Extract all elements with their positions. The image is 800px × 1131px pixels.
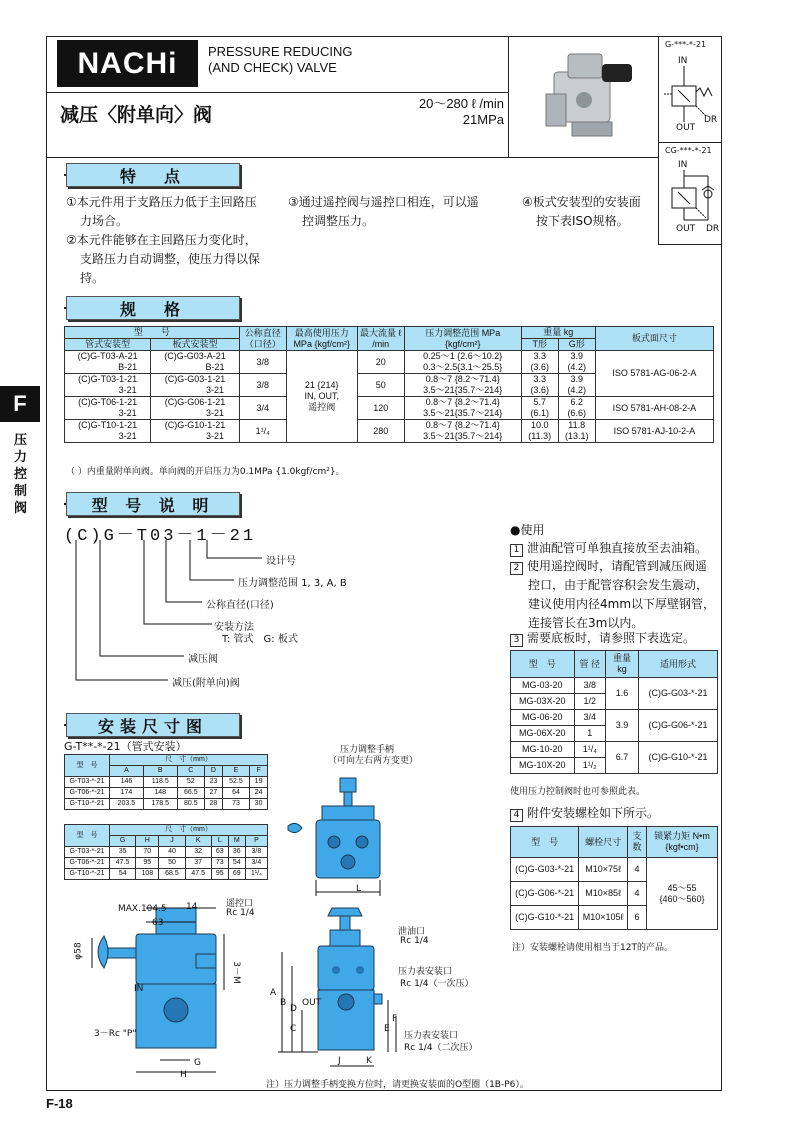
cell: 66.5	[177, 788, 204, 799]
table-row	[65, 777, 268, 788]
cell: (13.1)	[564, 431, 589, 441]
model-label-size: 公称直径(口径)	[206, 600, 274, 611]
feature-3-line1: 通过遥控阀与遥控口相连，可以遥	[298, 195, 479, 209]
usage-1-line: 泄油配管可单独直接放至去油箱。	[527, 541, 708, 555]
label-h: H	[180, 1070, 187, 1080]
cell: 3.9	[606, 710, 639, 742]
header-divider	[46, 92, 508, 93]
cell: 3-21	[206, 431, 225, 441]
usage-2-num: 2	[510, 562, 523, 575]
spec-row	[65, 420, 714, 443]
usage-2-line1: 使用遥控阀时，请配管到减压阀遥	[527, 559, 708, 573]
cell: 68.5	[159, 869, 185, 880]
label-phi58: φ58	[73, 942, 84, 960]
usage-3-line: 需要底板时，请参照下表选定。	[527, 631, 696, 645]
cell: 54	[228, 858, 245, 869]
symbol1-diagram	[662, 66, 720, 122]
symbol1-model: G-***-*-21	[665, 40, 707, 49]
spec-h-plate: 板式安装型	[151, 339, 239, 351]
table-row	[511, 678, 718, 694]
spec-maxp-1: 21 {214}	[304, 380, 339, 390]
label-gauge1: 压力表安装口	[398, 967, 453, 977]
cell: 3/4	[574, 710, 605, 726]
bolt-h-model: 型 号	[511, 827, 579, 858]
cell: MG-06X-20	[511, 726, 575, 742]
symbol-bottom	[658, 244, 722, 245]
cell: G-T03-*-21	[65, 847, 110, 858]
cell: 0.8～7 {8.2～71.4}	[425, 397, 500, 407]
cell: B	[143, 766, 177, 777]
table-row	[65, 788, 268, 799]
usage-4-line: 附件安装螺栓如下所示。	[527, 806, 660, 820]
label-c: C	[290, 1024, 297, 1034]
product-photo	[532, 44, 644, 144]
feature-1-num: ①	[66, 195, 77, 209]
spec-h-pipe: 管式安装型	[65, 339, 151, 351]
cell: 70	[136, 847, 159, 858]
cell: 6.7	[606, 742, 639, 774]
cell: 64	[222, 788, 249, 799]
spec-note: （ ）内重量附单向阀。单向阀的开启压力为0.1MPa {1.0kgf/cm²}。	[66, 467, 345, 477]
model-title: 型 号 说 明	[66, 492, 240, 516]
feature-2-line1: 本元件能够在主回路压力变化时，	[76, 233, 257, 247]
pressure-rating: 21MPa	[462, 112, 504, 127]
usage-4	[510, 804, 659, 823]
cell: 1.6	[606, 678, 639, 710]
cell: B-21	[205, 362, 225, 372]
label-out: OUT	[302, 998, 322, 1008]
label-gauge1-rc: Rc 1/4（一次压）	[400, 979, 474, 989]
cell: MG-06-20	[511, 710, 575, 726]
label-k: K	[366, 1056, 372, 1066]
cell: 80.5	[177, 799, 204, 810]
sub-h-type: 适用形式	[639, 651, 718, 678]
title-spec	[380, 96, 504, 128]
sub-h-dia: 管 径	[574, 651, 605, 678]
spec-h-weight: 重量 kg	[521, 327, 595, 339]
cell: 1¹/₂	[574, 758, 605, 774]
cell: 3/4	[245, 858, 267, 869]
cell: 63	[211, 847, 228, 858]
cell: 120	[357, 397, 404, 420]
feature-3-num: ③	[288, 195, 299, 209]
bolt-h-qty: 支数	[628, 827, 647, 858]
cell: 4	[628, 882, 647, 906]
feature-2-line3: 持。	[80, 271, 105, 285]
spec-row	[65, 397, 714, 420]
usage-2-line3: 建议使用内径4mm以下厚壁钢管，	[528, 597, 716, 611]
label-rcp: 3－Rc "P"	[94, 1029, 137, 1039]
model-label-mount: 安装方法	[214, 622, 254, 633]
label-handle: 压力调整手柄	[340, 745, 395, 755]
cell: 54	[110, 869, 136, 880]
symbol2-in: IN	[678, 160, 688, 170]
symbol2-dr: DR	[706, 224, 720, 234]
cell: (C)G-G03-A-21	[164, 351, 226, 361]
label-a: A	[270, 988, 277, 998]
cell: 3.9	[570, 351, 583, 361]
feature-3	[288, 193, 508, 231]
cell: M	[228, 836, 245, 847]
cell: (C)G-G06-*-21	[511, 882, 579, 906]
cell: 0.25～1 {2.6～10.2}	[423, 351, 503, 361]
cell: 3/8	[574, 678, 605, 694]
dim1-h-unit: 尺 寸（mm）	[110, 755, 268, 766]
cell: A	[110, 766, 144, 777]
spec-h-flow: 最大流量 ℓ /min	[357, 327, 404, 351]
install-note: 注）压力调整手柄变换方位时，请更换安装面的O型圈（1B-P6）。	[266, 1080, 529, 1090]
label-max: MAX.104.5	[118, 904, 167, 914]
header-vdivider	[508, 36, 509, 157]
cell: (C)G-T06-1-21	[78, 397, 138, 407]
cell: ISO 5781-AH-08-2-A	[595, 397, 713, 420]
cell: 3/8	[239, 374, 286, 397]
label-j: J	[338, 1056, 341, 1066]
dim2-h-unit: 尺 寸（mm）	[110, 825, 268, 836]
dim1-h-model: 型 号	[65, 755, 110, 777]
cell: MG-03-20	[511, 678, 575, 694]
cell: 30	[250, 799, 268, 810]
cell: ISO 5781-AJ-10-2-A	[595, 420, 713, 443]
symbol1-dr: DR	[704, 115, 718, 125]
sub-h-model: 型 号	[511, 651, 575, 678]
side-tab-letter: F	[0, 386, 40, 422]
cell: 174	[110, 788, 144, 799]
usage-2-line4: 连接管长在3m以内。	[528, 616, 644, 630]
cell: MG-10-20	[511, 742, 575, 758]
usage-2-line2: 控口，由于配管容积会发生震动，	[528, 578, 709, 592]
cell: (C)G-T10-1-21	[78, 420, 138, 430]
label-remote-rc: Rc 1/4	[226, 908, 255, 918]
symbol2-diagram	[662, 170, 720, 226]
feature-4-line2: 按下表ISO规格。	[536, 214, 629, 228]
table-row	[65, 847, 268, 858]
cell: 47.5	[185, 869, 211, 880]
cell: 50	[357, 374, 404, 397]
model-label-check: 减压(附单向)阀	[172, 678, 240, 689]
subplate-table	[510, 650, 718, 774]
side-view	[64, 900, 264, 1080]
label-g: G	[194, 1058, 201, 1068]
label-f: F	[392, 1014, 398, 1024]
cell: 47.5	[110, 858, 136, 869]
cell: (C)G-G10-*-21	[511, 906, 579, 930]
usage-1-num: 1	[510, 544, 523, 557]
cell: (C)G-T03-1-21	[78, 374, 138, 384]
cell: 11.8	[568, 420, 586, 430]
cell: 1¹/₄	[574, 742, 605, 758]
table-row	[65, 869, 268, 880]
flow-rating: 20～280 ℓ /min	[418, 96, 504, 111]
page-number: F-18	[46, 1096, 73, 1111]
subplate-note: 使用压力控制阀时也可参照此表。	[510, 787, 646, 797]
dim-table-1	[64, 754, 268, 810]
spec-title: 规 格	[66, 296, 240, 320]
spec-table	[64, 326, 714, 443]
spec-h-size: 公称直径（口径）	[239, 327, 286, 351]
spec-h-range: 压力调整范围 MPa {kgf/cm²}	[404, 327, 521, 351]
model-leader-lines	[64, 540, 284, 690]
cell: (6.1)	[530, 408, 549, 418]
title-en-line2: (AND CHECK) VALVE	[208, 60, 337, 75]
features-title: 特 点	[66, 163, 240, 187]
usage-4-num: 4	[510, 809, 523, 822]
valve-drawings	[270, 740, 506, 1090]
bolt-table	[510, 826, 718, 930]
cell: 4	[628, 858, 647, 882]
cell: 118.5	[143, 777, 177, 788]
cell: K	[185, 836, 211, 847]
label-drain: 泄油口	[398, 927, 426, 937]
model-code: (C)G－T03－1－21	[64, 527, 257, 546]
torque-1: 45～55	[667, 882, 697, 893]
cell: (C)G-G03-*-21	[639, 678, 718, 710]
cell: 95	[136, 858, 159, 869]
cell: 10.0	[530, 420, 549, 430]
cell: 3.3	[533, 351, 546, 361]
top-view	[288, 778, 380, 896]
cell: F	[250, 766, 268, 777]
cell: 3-21	[118, 408, 137, 418]
spec-h-t: T形	[521, 339, 558, 351]
feature-1-line1: 本元件用于支路压力低于主回路压	[76, 195, 257, 209]
install-subtitle: G-T**-*-21（管式安装）	[64, 740, 187, 753]
cell: 0.3～2.5{3.1～25.5}	[423, 362, 503, 372]
cell: (C)G-G06-*-21	[639, 710, 718, 742]
feature-2	[66, 231, 286, 288]
spec-maxp-3: 遥控阀	[308, 402, 336, 412]
cell: G-T06-*-21	[65, 788, 110, 799]
cell: 35	[110, 847, 136, 858]
feature-4-line1: 板式安装型的安装面	[532, 195, 641, 209]
dim-table-2	[64, 824, 268, 880]
cell: 0.8～7 {8.2～71.4}	[425, 374, 500, 384]
cell: L	[211, 836, 228, 847]
spec-h-model: 型 号	[65, 327, 240, 339]
cell: 3.3	[533, 374, 546, 384]
cell: 3.9	[570, 374, 583, 384]
cell: 19	[250, 777, 268, 788]
label-drain-rc: Rc 1/4	[400, 936, 429, 946]
usage-3	[510, 629, 720, 648]
cell: 3-21	[118, 385, 137, 395]
cell: 27	[205, 788, 223, 799]
cell: 1/2	[574, 694, 605, 710]
label-in: IN	[134, 984, 144, 994]
cell: 3-21	[118, 431, 137, 441]
feature-2-line2: 支路压力自动调整，使压力得以保	[80, 252, 261, 266]
cell: 1¹/₄	[245, 869, 267, 880]
cell: 1	[574, 726, 605, 742]
spec-row	[65, 351, 714, 374]
feature-1	[66, 193, 286, 231]
cell: (4.2)	[567, 362, 586, 372]
cell: 178.5	[143, 799, 177, 810]
feature-4-num: ④	[522, 195, 533, 209]
title-chinese: 减压〈附单向〉阀	[60, 104, 213, 126]
title-english	[208, 44, 352, 76]
cell: 148	[143, 788, 177, 799]
label-63: 63	[152, 918, 164, 928]
side-tab-text: 压力控制阀	[14, 433, 28, 516]
cell: 73	[222, 799, 249, 810]
usage-title: ●使用	[510, 523, 545, 537]
symbol2-model: CG-***-*-21	[665, 146, 712, 155]
symbol-divider	[658, 142, 722, 143]
label-b: B	[280, 998, 287, 1008]
table-row	[511, 710, 718, 726]
cell: 3.5～21{35.7～214}	[423, 431, 503, 441]
symbol2-out: OUT	[676, 224, 696, 234]
cell: (3.6)	[530, 385, 549, 395]
model-label-mount-types: T: 管式 G: 板式	[222, 634, 298, 645]
cell: ISO 5781-AG-06-2-A	[595, 351, 713, 397]
label-remote: 遥控口	[226, 899, 254, 909]
cell: 23	[205, 777, 223, 788]
cell: 146	[110, 777, 144, 788]
cell: 50	[159, 858, 185, 869]
cell: 28	[205, 799, 223, 810]
cell: MG-10X-20	[511, 758, 575, 774]
cell: (C)G-G10-*-21	[639, 742, 718, 774]
cell: 1¹/₄	[239, 420, 286, 443]
title-en-line1: PRESSURE REDUCING	[208, 44, 353, 59]
cell: G-T06-*-21	[65, 858, 110, 869]
cell: 280	[357, 420, 404, 443]
feature-2-num: ②	[66, 233, 77, 247]
label-e: E	[384, 1024, 390, 1034]
cell: 69	[228, 869, 245, 880]
cell: 95	[211, 869, 228, 880]
cell: MG-03X-20	[511, 694, 575, 710]
cell: C	[177, 766, 204, 777]
dim2-h-model: 型 号	[65, 825, 110, 847]
cell: 32	[185, 847, 211, 858]
model-label-reducing: 减压阀	[188, 654, 218, 665]
cell: G-T10-*-21	[65, 869, 110, 880]
torque-2: {460～560}	[659, 893, 705, 904]
cell: D	[205, 766, 223, 777]
cell: 3.5～21{35.7～214}	[423, 408, 503, 418]
cell: 3-21	[206, 408, 225, 418]
sub-h-weight: 重量 kg	[606, 651, 639, 678]
symbol1-in: IN	[678, 56, 688, 66]
cell: B-21	[118, 362, 138, 372]
spec-maxp-2: IN, OUT,	[304, 391, 339, 401]
cell: P	[245, 836, 267, 847]
table-row	[511, 858, 718, 882]
label-gauge2: 压力表安装口	[404, 1031, 459, 1041]
label-d: D	[290, 1004, 297, 1014]
cell: (6.6)	[567, 408, 586, 418]
bolt-note: 注）安装螺栓请使用相当于12T的产品。	[512, 943, 673, 953]
cell: 108	[136, 869, 159, 880]
cell: G-T03-*-21	[65, 777, 110, 788]
cell: 40	[159, 847, 185, 858]
cell: 203.5	[110, 799, 144, 810]
table-row	[65, 799, 268, 810]
label-gauge2-rc: Rc 1/4（二次压）	[404, 1043, 478, 1053]
cell: 24	[250, 788, 268, 799]
usage-3-num: 3	[510, 634, 523, 647]
cell: 6.2	[570, 397, 583, 407]
cell: (C)G-G03-1-21	[164, 374, 226, 384]
cell: 73	[211, 858, 228, 869]
spec-h-iso: 板式面尺寸	[595, 327, 713, 351]
feature-4	[522, 193, 662, 231]
cell: G	[110, 836, 136, 847]
cell: 52.5	[222, 777, 249, 788]
cell: (4.2)	[567, 385, 586, 395]
label-3m: 3－M	[230, 961, 241, 984]
bolt-h-torque: 锁紧力矩 N•m {kgf•cm}	[647, 827, 718, 858]
header-bottom	[46, 157, 658, 158]
cell: 3/4	[239, 397, 286, 420]
cell: (11.3)	[528, 431, 552, 441]
cell: (3.6)	[530, 362, 549, 372]
spec-h-g: G形	[558, 339, 595, 351]
cell: 20	[357, 351, 404, 374]
spec-h-maxp: 最高使用压力 MPa {kgf/cm²}	[286, 327, 357, 351]
front-view	[278, 908, 396, 1066]
label-l: L	[356, 884, 362, 894]
cell: 5.7	[533, 397, 546, 407]
cell: G-T10-*-21	[65, 799, 110, 810]
cell: M10×75ℓ	[579, 858, 628, 882]
cell: (C)G-G10-1-21	[164, 420, 226, 430]
cell: 3.5～21{35.7～214}	[423, 385, 503, 395]
cell: 52	[177, 777, 204, 788]
cell: 0.8～7 {8.2～71.4}	[425, 420, 500, 430]
cell: 37	[185, 858, 211, 869]
symbol1-out: OUT	[676, 123, 696, 133]
cell: 6	[628, 906, 647, 930]
model-label-range: 压力调整范围 1, 3, A, B	[238, 578, 347, 589]
bolt-h-size: 螺栓尺寸	[579, 827, 628, 858]
label-14: 14	[186, 902, 198, 912]
cell: 3/8	[245, 847, 267, 858]
feature-3-line2: 控调整压力。	[302, 214, 375, 228]
cell: M10×105ℓ	[579, 906, 628, 930]
cell: (C)G-T03-A-21	[77, 351, 138, 361]
table-row	[65, 858, 268, 869]
usage-1	[510, 539, 720, 558]
cell: 36	[228, 847, 245, 858]
model-label-design: 设计号	[266, 556, 296, 567]
cell: M10×85ℓ	[579, 882, 628, 906]
cell: 3-21	[206, 385, 225, 395]
cell: 3/8	[239, 351, 286, 374]
cell: (C)G-G03-*-21	[511, 858, 579, 882]
nachi-logo: NACHi	[57, 40, 198, 87]
table-row	[511, 742, 718, 758]
feature-1-line2: 力场合。	[80, 214, 129, 228]
label-handle-note: （可向左右两方变更）	[328, 756, 419, 766]
cell: (C)G-G06-1-21	[164, 397, 226, 407]
install-title: 安装尺寸图	[66, 713, 240, 737]
cell: H	[136, 836, 159, 847]
usage-2	[510, 557, 725, 633]
cell: J	[159, 836, 185, 847]
cell: E	[222, 766, 249, 777]
